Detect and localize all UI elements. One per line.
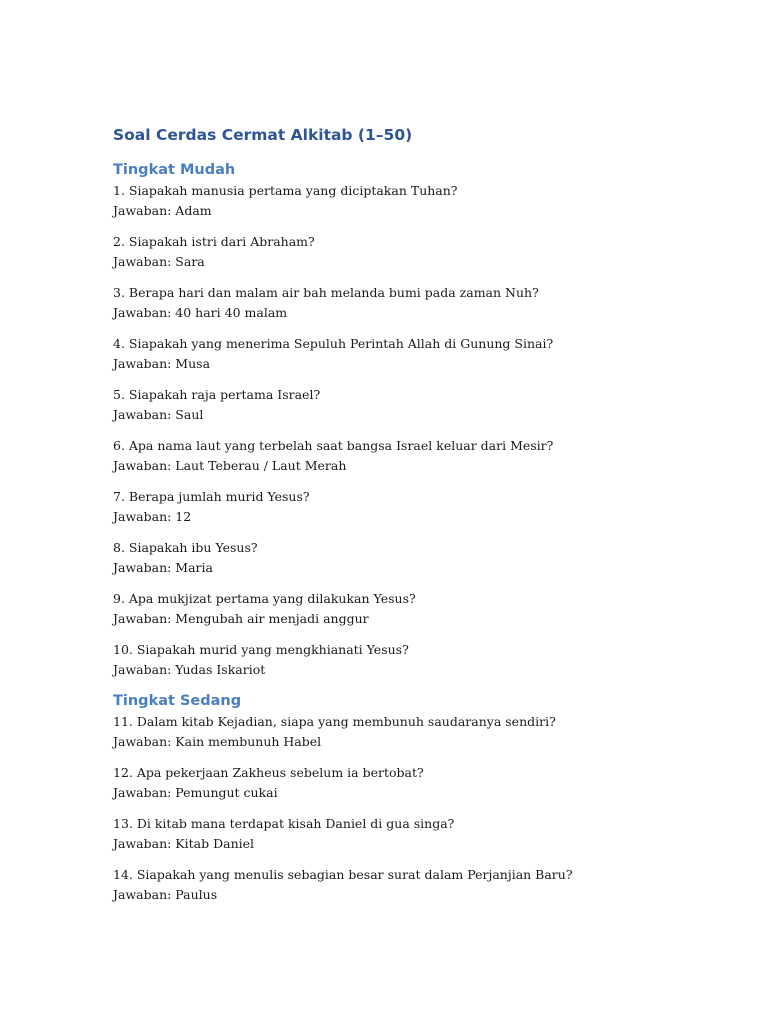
section-tingkat-mudah [113, 160, 713, 679]
question-text: 1. Siapakah manusia pertama yang diciptakan Tuhan? [113, 183, 458, 198]
answer-text: Jawaban: Maria [113, 559, 213, 575]
qa-item [113, 814, 713, 853]
answer-text: Jawaban: 12 [113, 508, 192, 524]
answer-text: Jawaban: Kain membunuh Habel [113, 733, 322, 749]
qa-item [113, 487, 713, 526]
question-text: 6. Apa nama laut yang terbelah saat bangsa Israel keluar dari Mesir? [113, 438, 554, 453]
qa-item [113, 283, 713, 322]
answer-text: Jawaban: Musa [113, 355, 211, 371]
answer-text: Jawaban: Sara [113, 253, 205, 269]
question-text: 3. Berapa hari dan malam air bah melanda bumi pada zaman Nuh? [113, 285, 539, 300]
document-title: Soal Cerdas Cermat Alkitab (1–50) [113, 126, 413, 144]
answer-text: Jawaban: Paulus [113, 886, 218, 902]
qa-item [113, 181, 713, 220]
answer-text: Jawaban: Laut Teberau / Laut Merah [113, 457, 347, 473]
qa-item [113, 334, 713, 373]
question-text: 8. Siapakah ibu Yesus? [113, 540, 258, 555]
qa-item [113, 232, 713, 271]
qa-item [113, 763, 713, 802]
question-text: 14. Siapakah yang menulis sebagian besar surat dalam Perjanjian Baru? [113, 867, 573, 882]
question-text: 4. Siapakah yang menerima Sepuluh Perintah Allah di Gunung Sinai? [113, 336, 554, 351]
question-text: 5. Siapakah raja pertama Israel? [113, 387, 321, 402]
qa-item [113, 640, 713, 679]
answer-text: Jawaban: Saul [113, 406, 204, 422]
qa-item [113, 712, 713, 751]
question-text: 7. Berapa jumlah murid Yesus? [113, 489, 310, 504]
qa-item [113, 436, 713, 475]
qa-item [113, 385, 713, 424]
answer-text: Jawaban: Yudas Iskariot [113, 661, 266, 677]
question-text: 9. Apa mukjizat pertama yang dilakukan Yesus? [113, 591, 416, 606]
answer-text: Jawaban: Pemungut cukai [113, 784, 278, 800]
document-page [113, 124, 713, 904]
qa-item [113, 538, 713, 577]
answer-text: Jawaban: Mengubah air menjadi anggur [113, 610, 369, 626]
question-text: 2. Siapakah istri dari Abraham? [113, 234, 315, 249]
answer-text: Jawaban: 40 hari 40 malam [113, 304, 288, 320]
question-text: 10. Siapakah murid yang mengkhianati Yesus? [113, 642, 409, 657]
qa-item [113, 865, 713, 904]
answer-text: Jawaban: Kitab Daniel [113, 835, 255, 851]
answer-text: Jawaban: Adam [113, 202, 212, 218]
question-text: 11. Dalam kitab Kejadian, siapa yang membunuh saudaranya sendiri? [113, 714, 556, 729]
question-text: 12. Apa pekerjaan Zakheus sebelum ia bertobat? [113, 765, 424, 780]
section-heading: Tingkat Mudah [113, 162, 236, 178]
question-text: 13. Di kitab mana terdapat kisah Daniel di gua singa? [113, 816, 455, 831]
qa-item [113, 589, 713, 628]
section-tingkat-sedang [113, 691, 713, 904]
section-heading: Tingkat Sedang [113, 693, 242, 709]
